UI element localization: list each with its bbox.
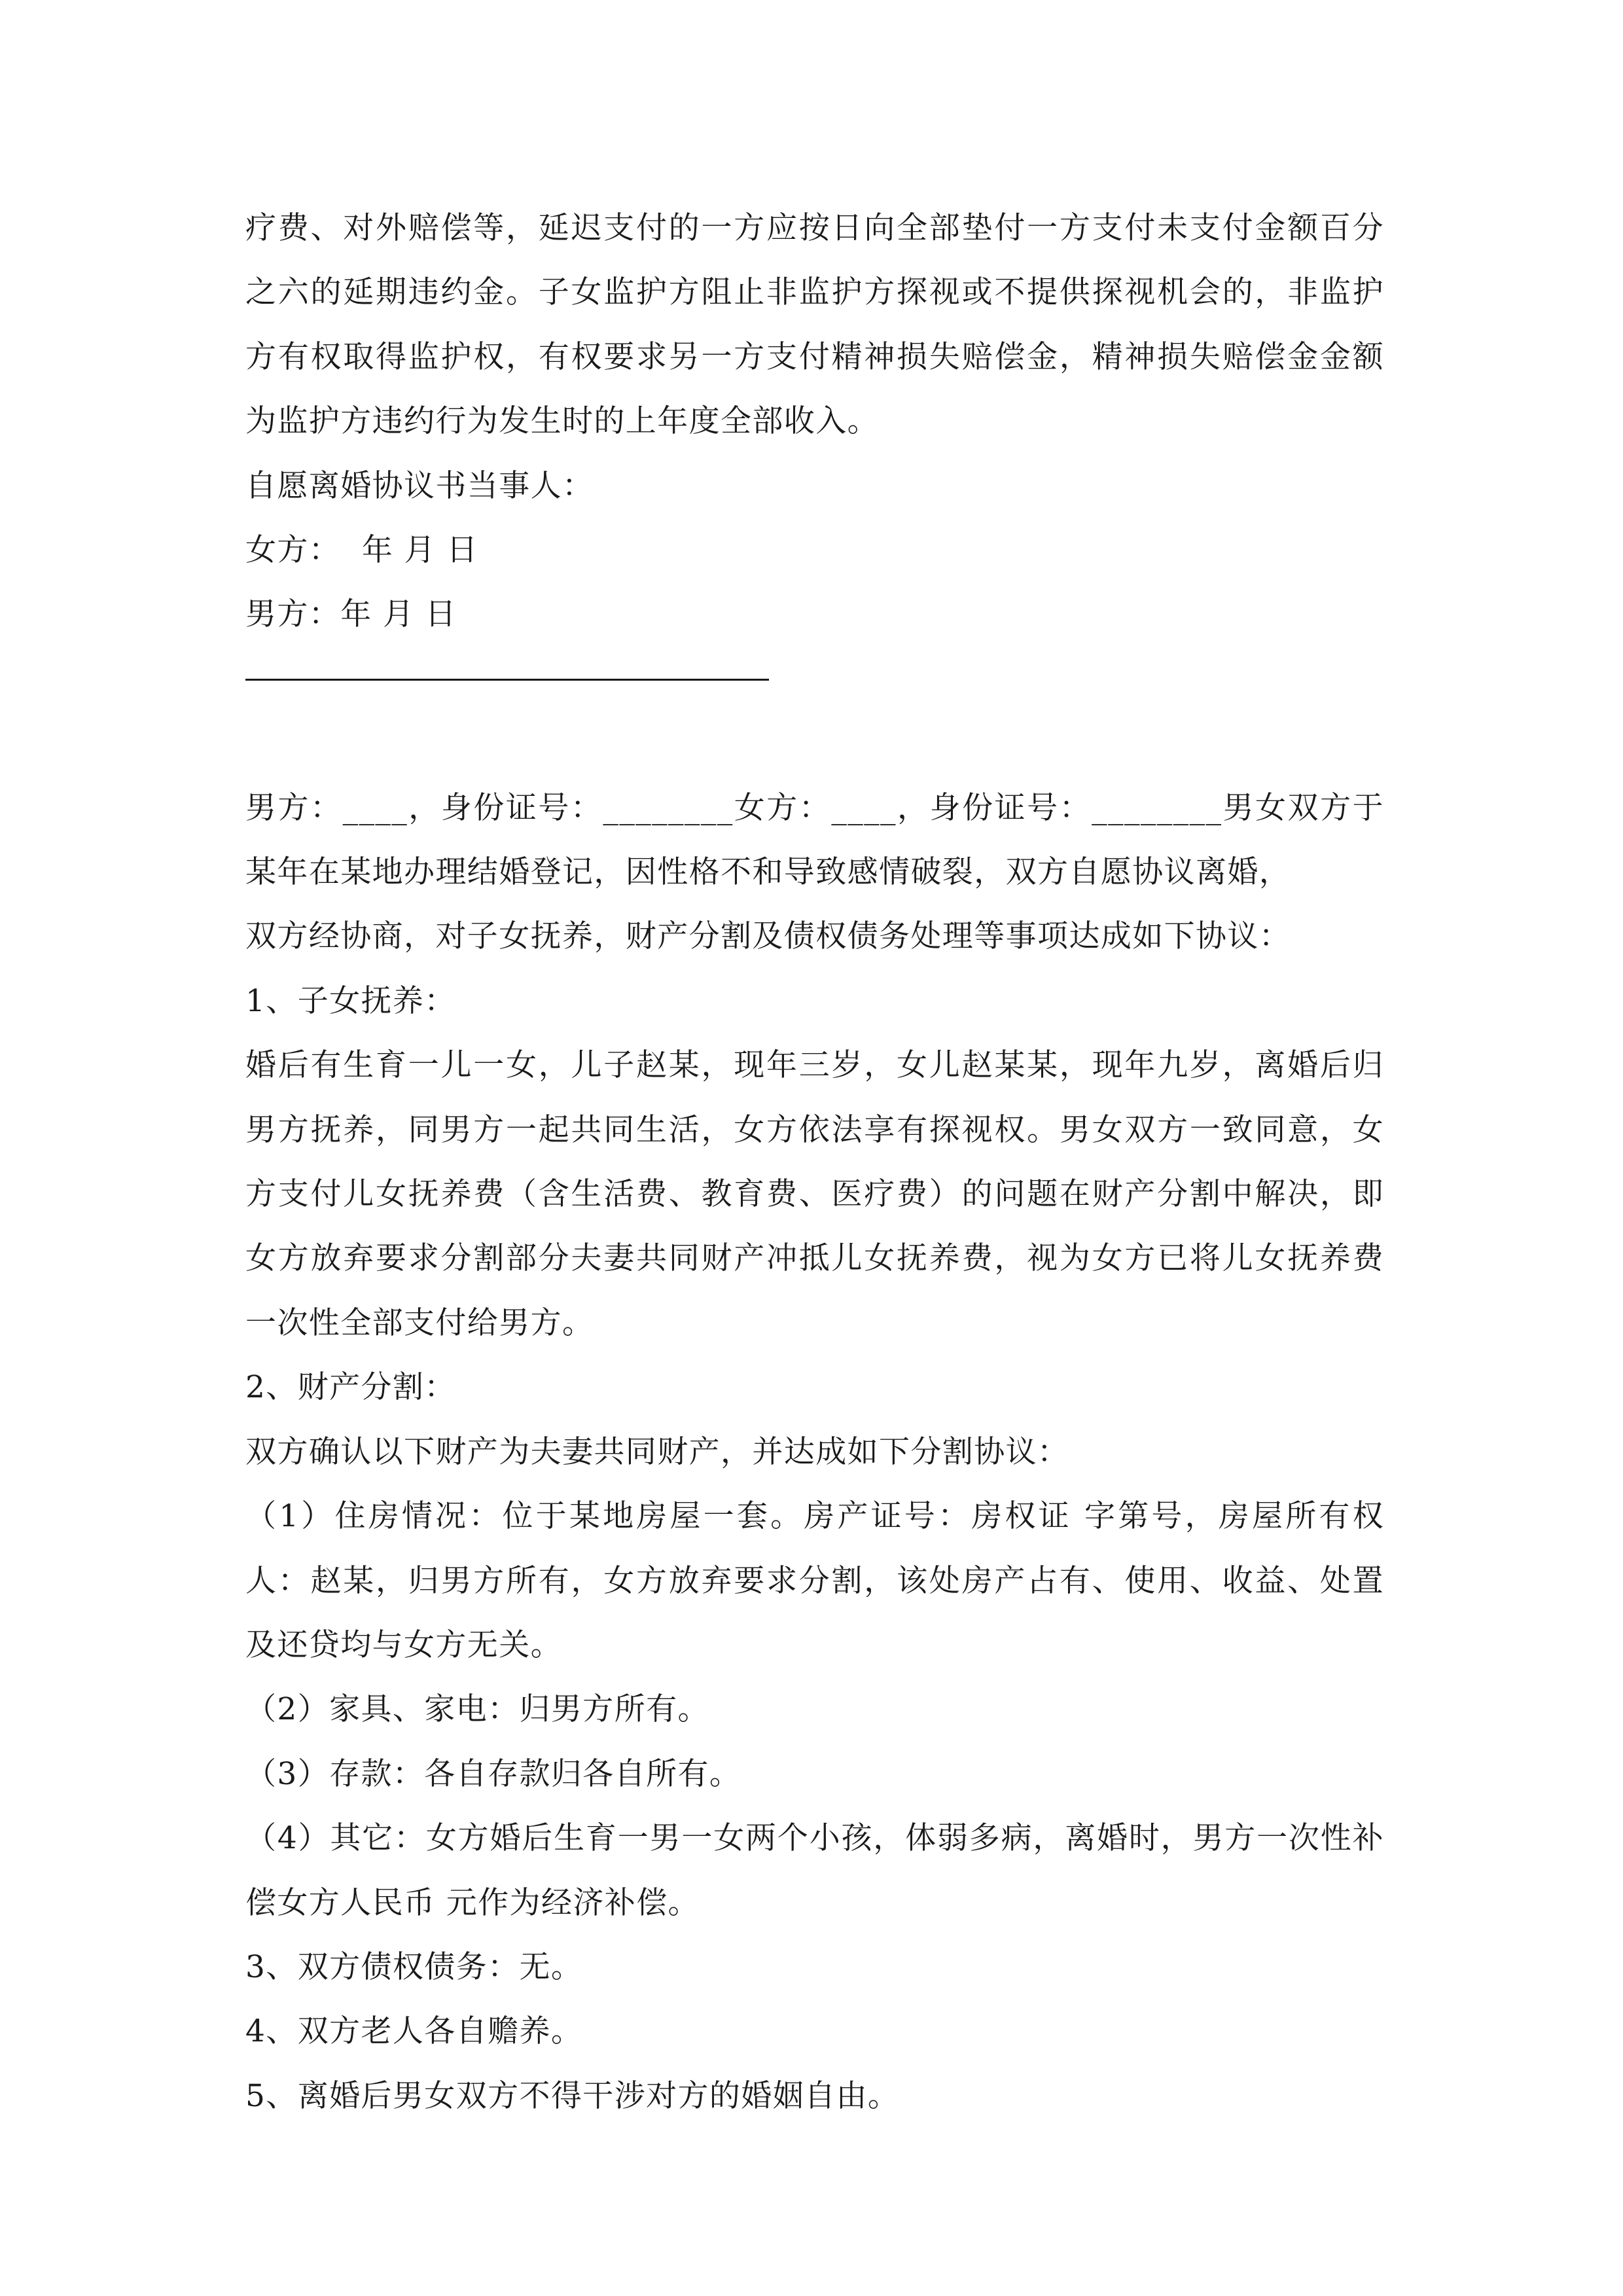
document-page [245,196,1384,2128]
parties-intro-paragraph: 男方：____，身份证号：________女方：____，身份证号：________男女双方于某年在某地办理结婚登记，因性格不和导致感情破裂，双方自愿协议离婚， [245,789,1384,891]
separator-line [245,679,769,681]
male-signature-line: 男方：年 月 日 [245,596,457,633]
female-signature-line: 女方： 年 月 日 [245,532,478,569]
blank-line [245,711,1384,776]
parties-heading: 自愿离婚协议书当事人： [245,467,594,504]
property-item-housing: （1）住房情况：位于某地房屋一套。房产证号：房权证 字第号，房屋所有权人：赵某，归男方所有，女方放弃要求分割，该处房产占有、使用、收益、处置及还贷均与女方无关。 [245,1498,1384,1663]
property-item-savings: （3）存款：各自存款归各自所有。 [245,1755,741,1792]
section-2-title: 2、财产分割： [245,1369,456,1406]
section-1-title: 1、子女抚养： [245,982,456,1019]
section-3-debts: 3、双方债权债务：无。 [245,1948,583,1985]
section-2-intro: 双方确认以下财产为夫妻共同财产，并达成如下分割协议： [245,1433,1069,1470]
property-item-other: （4）其它：女方婚后生育一男一女两个小孩，体弱多病，离婚时，男方一次性补偿女方人民币 元作为经济补偿。 [245,1820,1384,1921]
section-4-elders: 4、双方老人各自赡养。 [245,2013,583,2050]
separator-rule [245,647,1384,711]
property-item-furniture: （2）家具、家电：归男方所有。 [245,1691,709,1728]
section-5-marriage-freedom: 5、离婚后男女双方不得干涉对方的婚姻自由。 [245,2077,900,2114]
section-1-body: 婚后有生育一儿一女，儿子赵某，现年三岁，女儿赵某某，现年九岁，离婚后归男方抚养，同男方一起共同生活，女方依法享有探视权。男女双方一致同意，女方支付儿女抚养费（含生活费、教育费、医疗费）的问题在财产分割中解决，即女方放弃要求分割部分夫妻共同财产冲抵儿女抚养费，视为女方已将儿女抚养费一次性全部支付给男方。 [245,1047,1384,1341]
penalty-clause-paragraph: 疗费、对外赔偿等，延迟支付的一方应按日向全部垫付一方支付未支付金额百分之六的延期违约金。子女监护方阻止非监护方探视或不提供探视机会的，非监护方有权取得监护权，有权要求另一方支付精神损失赔偿金，精神损失赔偿金金额为监护方违约行为发生时的上年度全部收入。 [245,210,1384,440]
agreement-intro-line: 双方经协商，对子女抚养，财产分割及债权债务处理等事项达成如下协议： [245,918,1291,955]
